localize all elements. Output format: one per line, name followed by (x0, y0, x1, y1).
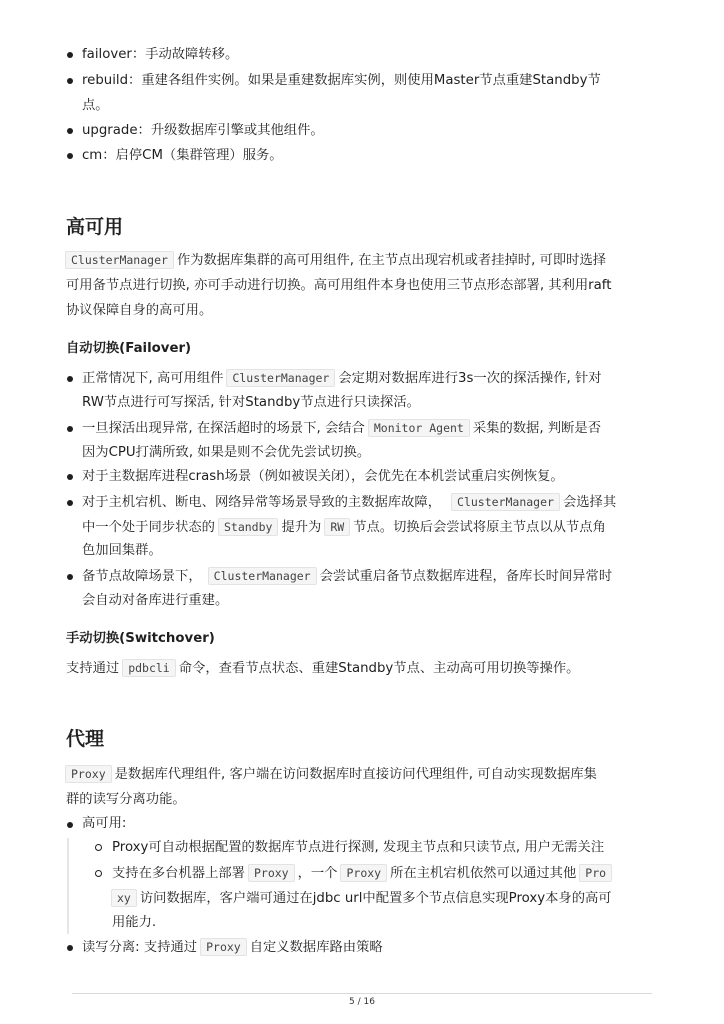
bullet (67, 500, 73, 506)
section-heading-ha: 高可用 (66, 216, 124, 238)
bullet (67, 426, 73, 432)
list-item-failover: failover：手动故障转移。 (82, 47, 239, 62)
text: 是数据库代理组件, 客户端在访问数据库时直接访问代理组件, 可自动实现数据库集 (114, 767, 597, 782)
sub-bullet (95, 844, 102, 851)
text: 会选择其 (562, 495, 617, 510)
failover-item-4-cont (82, 518, 606, 537)
text: 读写分离: 支持通过 (82, 940, 198, 955)
code-proxy: Proxy (248, 864, 295, 882)
text: 自定义数据库路由策略 (249, 940, 383, 955)
list-item-cm: cm：启停CM（集群管理）服务。 (82, 148, 283, 163)
list-item-rebuild-cont: 点。 (82, 98, 109, 113)
text: 会定期对数据库进行3s一次的探活操作, 针对 (338, 371, 602, 386)
text: 正常情况下, 高可用组件 (82, 371, 224, 386)
ha-intro-line1 (62, 251, 606, 270)
text: 支持在多台机器上部署 (112, 866, 245, 881)
proxy-sub-item-2-cont (108, 889, 612, 908)
text: 备节点故障场景下， (82, 569, 202, 584)
bullet (67, 822, 73, 828)
text: 一旦探活出现异常, 在探活超时的场景下, 会结合 (82, 421, 365, 436)
code-pdbcli: pdbcli (122, 659, 176, 677)
page-number: 5 / 16 (349, 997, 375, 1007)
ha-intro-line3: 协议保障自身的高可用。 (66, 303, 213, 318)
code-proxy: Proxy (200, 938, 247, 956)
code-monitor-agent: Monitor Agent (368, 419, 470, 437)
text: 命令，查看节点状态、重建Standby节点、主动高可用切换等操作。 (178, 661, 580, 676)
proxy-item-rw-split (82, 938, 383, 957)
code-proxy-split: xy (111, 889, 137, 907)
failover-item-2-cont: 因为CPU打满所致, 如果是则不会优先尝试切换。 (82, 445, 371, 460)
failover-item-5 (82, 567, 612, 586)
bullet (67, 376, 73, 382)
code-cluster-manager: ClusterManager (226, 369, 335, 387)
text: 节点。切换后会尝试将原主节点以从节点角 (353, 520, 606, 535)
bullet (67, 474, 73, 480)
text: 会尝试重启备节点数据库进程，备库长时间异常时 (319, 569, 613, 584)
footer-divider (72, 993, 652, 994)
switchover-text (66, 659, 579, 678)
sub-bullet (95, 870, 102, 877)
subheading-manual-switchover: 手动切换(Switchover) (66, 631, 215, 646)
proxy-sub-item-2-cont2: 用能力. (112, 915, 157, 930)
bullet (67, 78, 73, 84)
text: 支持通过 (66, 661, 120, 676)
text: 作为数据库集群的高可用组件, 在主节点出现宕机或者挂掉时, 可即时选择 (176, 253, 607, 268)
failover-item-5-cont: 会自动对备库进行重建。 (82, 593, 229, 608)
list-item-upgrade: upgrade：升级数据库引擎或其他组件。 (82, 123, 324, 138)
bullet (67, 574, 73, 580)
code-rw: RW (324, 518, 350, 536)
text: 采集的数据, 判断是否 (472, 421, 601, 436)
bullet (67, 52, 73, 58)
ha-intro-line2: 可用备节点进行切换, 亦可手动进行切换。高可用组件本身也使用三节点形态部署, 其利用raft (66, 278, 612, 293)
text: 中一个处于同步状态的 (82, 520, 215, 535)
text: ，一个 (297, 866, 338, 881)
bullet (67, 153, 73, 159)
text: 对于主机宕机、断电、网络异常等场景导致的主数据库故障， (82, 495, 442, 510)
failover-item-2 (82, 419, 601, 438)
code-proxy: Proxy (65, 765, 112, 783)
subheading-auto-failover: 自动切换(Failover) (66, 341, 192, 356)
code-proxy-split: Pro (579, 864, 612, 882)
code-cluster-manager: ClusterManager (65, 251, 174, 269)
failover-item-4 (82, 493, 616, 512)
proxy-item-ha: 高可用: (82, 816, 127, 831)
failover-item-1 (82, 369, 602, 388)
proxy-intro-line1 (62, 765, 597, 784)
code-standby: Standby (218, 518, 278, 536)
code-cluster-manager: ClusterManager (208, 567, 317, 585)
proxy-sub-item-1: Proxy可自动根据配置的数据库节点进行探测, 发现主节点和只读节点, 用户无需关注 (112, 840, 605, 855)
code-proxy: Proxy (340, 864, 387, 882)
list-item-rebuild: rebuild：重建各组件实例。如果是重建数据库实例，则使用Master节点重建Standby节 (82, 73, 601, 88)
proxy-sub-item-2 (112, 864, 615, 883)
nested-list-rule (67, 838, 69, 934)
text: 访问数据库，客户端可通过在jdbc url中配置多个节点信息实现Proxy本身的高可 (139, 891, 612, 906)
text: 所在主机宕机依然可以通过其他 (390, 866, 577, 881)
proxy-intro-line2: 群的读写分离功能。 (66, 792, 186, 807)
failover-item-4-cont2: 色加回集群。 (82, 543, 162, 558)
section-heading-proxy: 代理 (66, 728, 105, 750)
text: 提升为 (281, 520, 322, 535)
bullet (67, 945, 73, 951)
failover-item-3: 对于主数据库进程crash场景（例如被误关闭），会优先在本机尝试重启实例恢复。 (82, 469, 564, 484)
failover-item-1-cont: RW节点进行可写探活, 针对Standby节点进行只读探活。 (82, 395, 420, 410)
bullet (67, 128, 73, 134)
code-cluster-manager: ClusterManager (451, 493, 560, 511)
